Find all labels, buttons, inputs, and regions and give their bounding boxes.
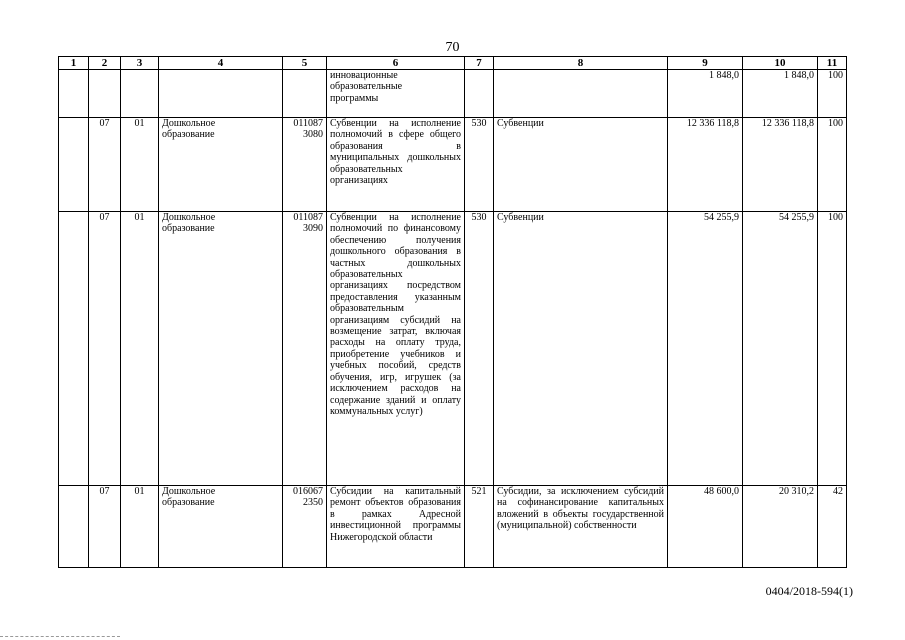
cell-2 <box>89 70 121 118</box>
cell-8: Субвенции <box>494 212 668 486</box>
cell-6 <box>327 212 465 486</box>
column-header: 5 <box>283 57 327 70</box>
cell-4-text: Дошкольное образование <box>162 118 216 141</box>
column-header: 2 <box>89 57 121 70</box>
table-header-row <box>59 57 847 70</box>
cell-1 <box>59 486 89 568</box>
cell-3: 01 <box>121 118 159 212</box>
cell-11: 100 <box>818 212 847 486</box>
column-header: 4 <box>159 57 283 70</box>
cell-3: 01 <box>121 486 159 568</box>
cell-8 <box>494 486 668 568</box>
table-row <box>59 70 847 118</box>
bottom-divider <box>0 636 120 637</box>
cell-6-text: инновационные образовательные программы <box>330 70 403 104</box>
cell-8 <box>494 70 668 118</box>
cell-11: 100 <box>818 118 847 212</box>
cell-1 <box>59 118 89 212</box>
cell-5: 011087 3090 <box>283 212 327 486</box>
cell-2: 07 <box>89 118 121 212</box>
cell-7: 530 <box>465 212 494 486</box>
table-row <box>59 486 847 568</box>
column-header: 6 <box>327 57 465 70</box>
table-row <box>59 212 847 486</box>
cell-1 <box>59 70 89 118</box>
column-header: 3 <box>121 57 159 70</box>
column-header: 1 <box>59 57 89 70</box>
column-header: 9 <box>668 57 743 70</box>
cell-6-text: Субвенции на исполнение полномочий по финансовому обеспечению получения дошкольного образования в частных дошкольных образовательных организациях посредством предоставления указанным образовательным организациям субсидий на возмещение затрат, включая расходы на оплату труда, приобретение учебников и учебных пособий, средств обучения, игр, игрушек (за исключением расходов на содержание зданий и оплату коммунальных услуг) <box>330 212 461 417</box>
cell-5: 016067 2350 <box>283 486 327 568</box>
cell-4-text: Дошкольное образование <box>162 212 216 235</box>
cell-3: 01 <box>121 212 159 486</box>
cell-9: 54 255,9 <box>668 212 743 486</box>
cell-10: 20 310,2 <box>743 486 818 568</box>
cell-10: 12 336 118,8 <box>743 118 818 212</box>
cell-4 <box>159 212 283 486</box>
cell-11: 42 <box>818 486 847 568</box>
cell-2: 07 <box>89 212 121 486</box>
cell-10: 1 848,0 <box>743 70 818 118</box>
cell-4-text: Дошкольное образование <box>162 486 216 509</box>
cell-8-text: Субсидии, за исключением субсидий на софинансирование капитальных вложений в объекты государственной (муниципальной) собственности <box>497 486 664 532</box>
cell-1 <box>59 212 89 486</box>
budget-table <box>58 56 847 568</box>
cell-5: 011087 3080 <box>283 118 327 212</box>
cell-4 <box>159 118 283 212</box>
cell-9: 12 336 118,8 <box>668 118 743 212</box>
cell-4 <box>159 486 283 568</box>
column-header: 10 <box>743 57 818 70</box>
cell-9: 48 600,0 <box>668 486 743 568</box>
column-header: 7 <box>465 57 494 70</box>
cell-6 <box>327 70 465 118</box>
table-row <box>59 118 847 212</box>
column-header: 8 <box>494 57 668 70</box>
cell-3 <box>121 70 159 118</box>
column-header: 11 <box>818 57 847 70</box>
cell-7: 521 <box>465 486 494 568</box>
cell-2: 07 <box>89 486 121 568</box>
page-number: 70 <box>445 40 460 55</box>
cell-5 <box>283 70 327 118</box>
cell-9: 1 848,0 <box>668 70 743 118</box>
cell-11: 100 <box>818 70 847 118</box>
document-code: 0404/2018-594(1) <box>765 584 853 598</box>
cell-6 <box>327 118 465 212</box>
cell-10: 54 255,9 <box>743 212 818 486</box>
cell-8: Субвенции <box>494 118 668 212</box>
cell-6 <box>327 486 465 568</box>
cell-6-text: Субвенции на исполнение полномочий в сфере общего образования в муниципальных дошкольных образовательных организациях <box>330 118 461 187</box>
cell-7 <box>465 70 494 118</box>
cell-6-text: Субсидии на капитальный ремонт объектов образования в рамках Адресной инвестиционной программы Нижегородской области <box>330 486 461 543</box>
cell-4 <box>159 70 283 118</box>
cell-7: 530 <box>465 118 494 212</box>
